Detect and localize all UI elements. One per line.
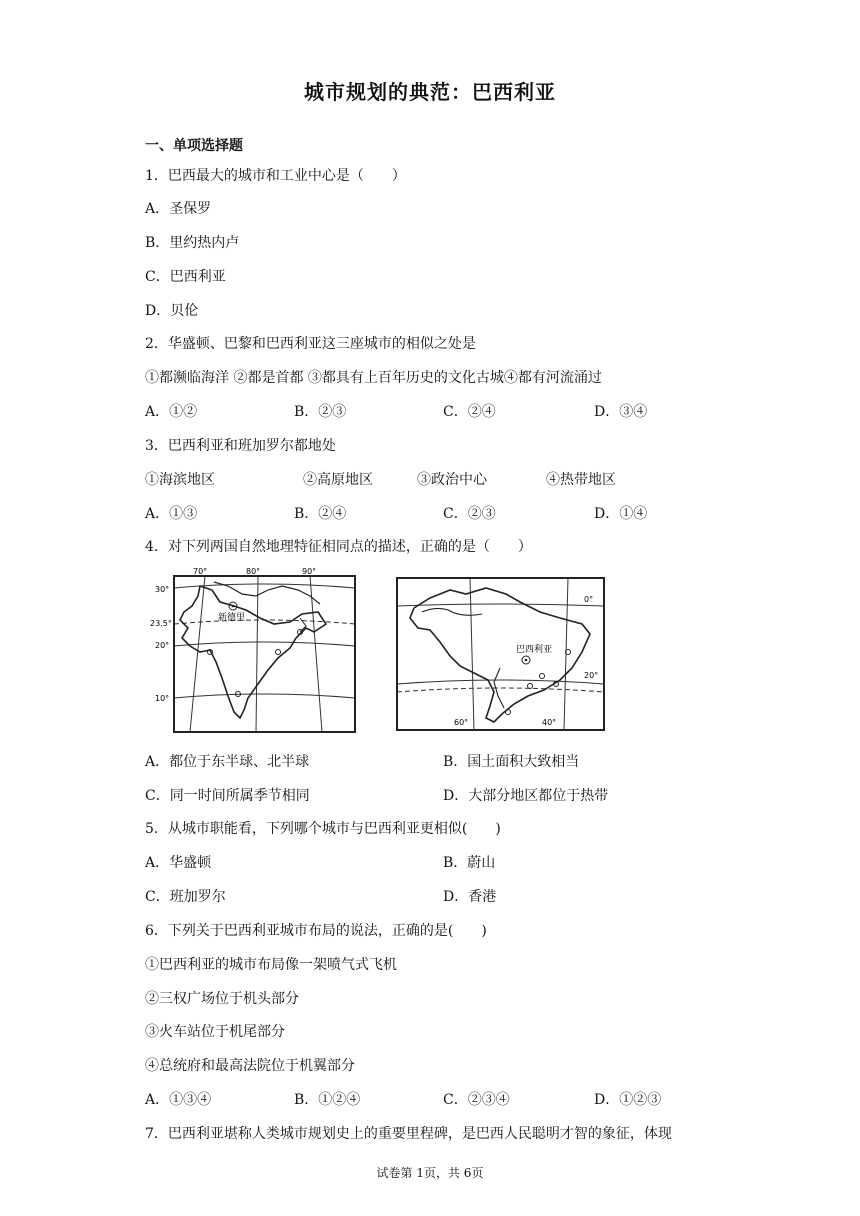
question-5-option-b: B．蔚山 bbox=[443, 855, 496, 871]
question-3-option-d: D．①④ bbox=[594, 506, 648, 522]
question-6-statement-1: ①巴西利亚的城市布局像一架喷气式飞机 bbox=[145, 957, 397, 973]
brazil-lon-label-60: 60° bbox=[454, 718, 469, 727]
question-5-option-a: A．华盛顿 bbox=[145, 855, 212, 871]
question-6-statement-3: ③火车站位于机尾部分 bbox=[145, 1024, 285, 1040]
brazil-map bbox=[390, 572, 610, 734]
india-lat-label-30: 30° bbox=[155, 585, 170, 594]
question-6-option-a: A．①③④ bbox=[145, 1092, 212, 1108]
india-lat-label-10: 10° bbox=[155, 694, 170, 703]
question-2-option-c: C．②④ bbox=[443, 404, 496, 420]
question-1-option-a: A．圣保罗 bbox=[145, 201, 212, 217]
india-lat-label-20: 20° bbox=[155, 641, 170, 650]
india-lon-label-80: 80° bbox=[246, 567, 261, 576]
brasilia-label: 巴西利亚 bbox=[516, 645, 553, 655]
question-6-statement-2: ②三权广场位于机头部分 bbox=[145, 991, 299, 1007]
page-title: 城市规划的典范：巴西利亚 bbox=[304, 80, 556, 104]
question-2-option-b: B．②③ bbox=[294, 404, 347, 420]
question-3-option-b: B．②④ bbox=[294, 506, 347, 522]
india-map bbox=[150, 566, 365, 738]
question-4-option-b: B．国土面积大致相当 bbox=[443, 754, 580, 770]
question-1-stem: 1．巴西最大的城市和工业中心是（ ） bbox=[145, 168, 406, 184]
question-1-option-b: B．里约热内卢 bbox=[145, 235, 240, 251]
question-5-option-c: C．班加罗尔 bbox=[145, 889, 226, 905]
question-6-statement-4: ④总统府和最高法院位于机翼部分 bbox=[145, 1058, 355, 1074]
question-3-option-a: A．①③ bbox=[145, 506, 198, 522]
new-delhi-label: 新德里 bbox=[218, 613, 246, 623]
brazil-lon-label-40: 40° bbox=[542, 718, 557, 727]
section-heading: 一、单项选择题 bbox=[145, 138, 243, 154]
question-3-stem: 3．巴西利亚和班加罗尔都地处 bbox=[145, 438, 336, 454]
question-2-statements: ①都濒临海洋 ②都是首都 ③都具有上百年历史的文化古城④都有河流涌过 bbox=[145, 370, 602, 386]
question-6-option-d: D．①②③ bbox=[594, 1092, 662, 1108]
page-footer: 试卷第 1页，共 6页 bbox=[376, 1166, 484, 1180]
question-1-option-c: C．巴西利亚 bbox=[145, 269, 226, 285]
question-6-option-c: C．②③④ bbox=[443, 1092, 510, 1108]
question-3-option-c: C．②③ bbox=[443, 506, 496, 522]
question-3-statement-4: ④热带地区 bbox=[546, 472, 616, 488]
question-5-option-d: D．香港 bbox=[443, 889, 497, 905]
question-5-stem: 5．从城市职能看，下列哪个城市与巴西利亚更相似( ) bbox=[145, 821, 501, 837]
brazil-lat-label-20: 20° bbox=[584, 671, 599, 680]
question-2-option-a: A．①② bbox=[145, 404, 198, 420]
question-2-stem: 2．华盛顿、巴黎和巴西利亚这三座城市的相似之处是 bbox=[145, 336, 476, 352]
question-3-statement-3: ③政治中心 bbox=[417, 472, 487, 488]
question-2-option-d: D．③④ bbox=[594, 404, 648, 420]
question-6-stem: 6．下列关于巴西利亚城市布局的说法，正确的是( ) bbox=[145, 923, 487, 939]
question-1-option-d: D．贝伦 bbox=[145, 303, 199, 319]
india-lat-label-23-5: 23.5° bbox=[150, 619, 172, 628]
india-lon-label-70: 70° bbox=[193, 567, 208, 576]
question-4-stem: 4．对下列两国自然地理特征相同点的描述，正确的是（ ） bbox=[145, 539, 532, 555]
question-3-statement-1: ①海滨地区 bbox=[145, 472, 215, 488]
india-lon-label-90: 90° bbox=[302, 567, 317, 576]
brazil-lat-label-0: 0° bbox=[584, 595, 594, 604]
question-4-option-d: D．大部分地区都位于热带 bbox=[443, 788, 609, 804]
question-4-option-c: C．同一时间所属季节相同 bbox=[145, 788, 310, 804]
question-6-option-b: B．①②④ bbox=[294, 1092, 361, 1108]
question-3-statement-2: ②高原地区 bbox=[303, 472, 373, 488]
question-4-option-a: A．都位于东半球、北半球 bbox=[145, 754, 310, 770]
question-7-stem: 7．巴西利亚堪称人类城市规划史上的重要里程碑，是巴西人民聪明才智的象征，体现 bbox=[145, 1126, 672, 1142]
